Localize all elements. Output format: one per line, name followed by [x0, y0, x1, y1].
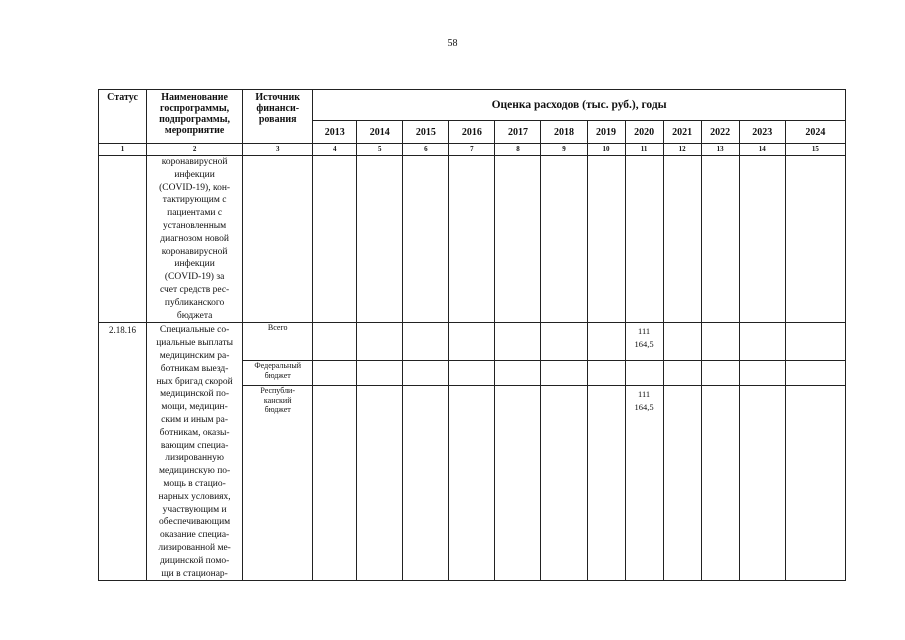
header-year: 2020	[625, 121, 663, 144]
source-cell-empty	[243, 156, 313, 323]
table-row	[99, 323, 846, 361]
source-cell: Федеральный бюджет	[243, 361, 313, 386]
header-year: 2016	[449, 121, 495, 144]
header-year: 2015	[403, 121, 449, 144]
continued-row	[99, 156, 846, 323]
header-year: 2017	[495, 121, 541, 144]
expense-estimate-table	[98, 89, 846, 581]
column-number: 10	[587, 144, 625, 156]
page-number: 58	[447, 38, 458, 49]
column-number: 3	[243, 144, 313, 156]
column-number: 4	[313, 144, 357, 156]
column-number: 12	[663, 144, 701, 156]
header-year: 2019	[587, 121, 625, 144]
value-2020-cell: 111 164,5	[625, 386, 663, 581]
header-year: 2013	[313, 121, 357, 144]
column-number: 2	[147, 144, 243, 156]
header-status: Статус	[99, 90, 147, 144]
column-number: 11	[625, 144, 663, 156]
source-cell: Республи- канский бюджет	[243, 386, 313, 581]
column-number: 5	[357, 144, 403, 156]
column-number: 8	[495, 144, 541, 156]
value-2020-cell: 111 164,5	[625, 323, 663, 361]
column-number: 7	[449, 144, 495, 156]
continued-name-cell: коронавирусной инфекции (COVID-19), кон- тактирующим с пациентами с установленным диагнозом новой коронавирусной инфекции (COVID-19) за счет средств рес- публиканского бюджета	[147, 156, 243, 323]
column-number: 1	[99, 144, 147, 156]
header-estimate: Оценка расходов (тыс. руб.), годы	[313, 90, 846, 121]
column-number: 6	[403, 144, 449, 156]
status-cell: 2.18.16	[99, 323, 147, 581]
header-year: 2014	[357, 121, 403, 144]
measure-name-cell: Специальные со- циальные выплаты медицинским ра- ботникам выезд- ных бригад скорой медицинской по- мощи, медицин- ским и иным ра- ботникам, оказы- вающим специа- лизированную медицинскую по- мощь в стацио- нарных условиях, участвующим и обеспечивающим оказание специа- лизированной ме- дицинской помо- щи в стационар-	[147, 323, 243, 581]
header-source: Источник финанси-рования	[243, 90, 313, 144]
column-number: 13	[701, 144, 739, 156]
header-name: Наименование госпрограммы, подпрограммы, мероприятие	[147, 90, 243, 144]
header-year: 2023	[739, 121, 785, 144]
header-year: 2024	[785, 121, 845, 144]
value-2020-cell	[625, 361, 663, 386]
column-number: 15	[785, 144, 845, 156]
source-cell: Всего	[243, 323, 313, 361]
column-number-row	[99, 144, 846, 156]
header-year: 2018	[541, 121, 587, 144]
column-number: 14	[739, 144, 785, 156]
header-year: 2022	[701, 121, 739, 144]
status-cell-empty	[99, 156, 147, 323]
column-number: 9	[541, 144, 587, 156]
header-year: 2021	[663, 121, 701, 144]
